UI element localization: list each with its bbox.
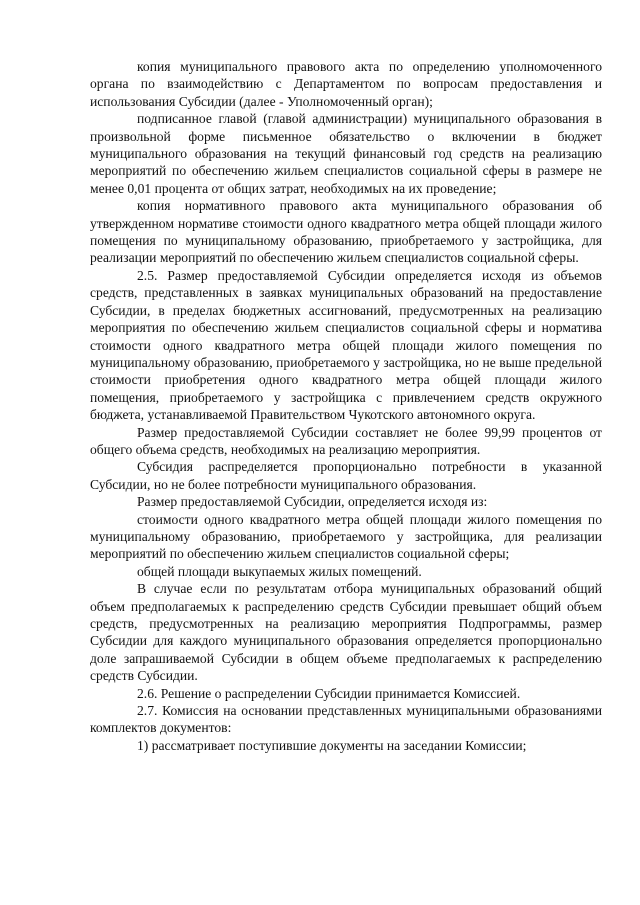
paragraph-square-meter-cost: стоимости одного квадратного метра общей площади жилого помещения по муниципальному образованию, приобретаемого у застройщика, для реализации мероприятий по обеспечению жильем специалистов социальной сферы; bbox=[90, 511, 602, 562]
paragraph-subsidy-basis: Размер предоставляемой Субсидии, определяется исходя из: bbox=[137, 494, 488, 510]
document-page bbox=[90, 58, 602, 754]
paragraph-subsidy-distribution: Субсидия распределяется пропорционально потребности в указанной Субсидии, но не более потребности муниципального образования. bbox=[90, 459, 602, 492]
paragraph-signed-obligation: подписанное главой (главой администрации) муниципального образования в произвольной форме письменное обязательство о включении в бюджет муниципального образования на текущий финансовый год средств на реализацию мероприятий по обеспечению жильем специалистов социальной сферы в размере не менее 0,01 процента от общих затрат, необходимых на их проведение; bbox=[90, 111, 602, 196]
paragraph-normative-act-copy: копия нормативного правового акта муниципального образования об утвержденном нормативе стоимости одного квадратного метра общей площади жилого помещения по муниципальному образованию, приобретаемого у застройщика, для реализации мероприятий по обеспечению жильем специалистов социальной сферы. bbox=[90, 198, 602, 266]
paragraph-proportional-allocation: В случае если по результатам отбора муниципальных образований общий объем предполагаемых к распределению средств Субсидии превышает общий объем средств, предусмотренных на реализацию мероприятия Подпрограммы, размер Субсидии для каждого муниципального образования определяется пропорционально доле запрашиваемой Субсидии в общем объеме предполагаемых к распределению средств Субсидии. bbox=[90, 581, 602, 684]
paragraph-municipal-act-copy: копия муниципального правового акта по определению уполномоченного органа по взаимодействию с Департаментом по вопросам предоставления и использования Субсидии (далее - Уполномоченный орган); bbox=[90, 59, 602, 109]
paragraph-2-6-commission-decision: 2.6. Решение о распределении Субсидии принимается Комиссией. bbox=[137, 685, 521, 701]
paragraph-2-5-subsidy-size: 2.5. Размер предоставляемой Субсидии определяется исходя из объемов средств, представленных в заявках муниципальных образований на предоставление Субсидии, в пределах бюджетных ассигнований, предусмотренных на реализацию мероприятия по обеспечению жильем специалистов социальной сферы и норматива стоимости одного квадратного метра общей площади жилого помещения по муниципальному образованию, приобретаемого у застройщика, но не выше предельной стоимости приобретения одного квадратного метра общей площади жилого помещения, приобретаемого у застройщика с привлечением средств окружного бюджета, устанавливаемой Правительством Чукотского автономного округа. bbox=[90, 267, 602, 423]
paragraph-review-documents: 1) рассматривает поступившие документы на заседании Комиссии; bbox=[137, 737, 527, 753]
paragraph-2-7-commission-review: 2.7. Комиссия на основании представленных муниципальными образованиями комплектов документов: bbox=[90, 703, 602, 736]
paragraph-subsidy-limit: Размер предоставляемой Субсидии составляет не более 99,99 процентов от общего объема средств, необходимых на реализацию мероприятия. bbox=[90, 424, 602, 457]
paragraph-total-area: общей площади выкупаемых жилых помещений. bbox=[137, 563, 422, 579]
